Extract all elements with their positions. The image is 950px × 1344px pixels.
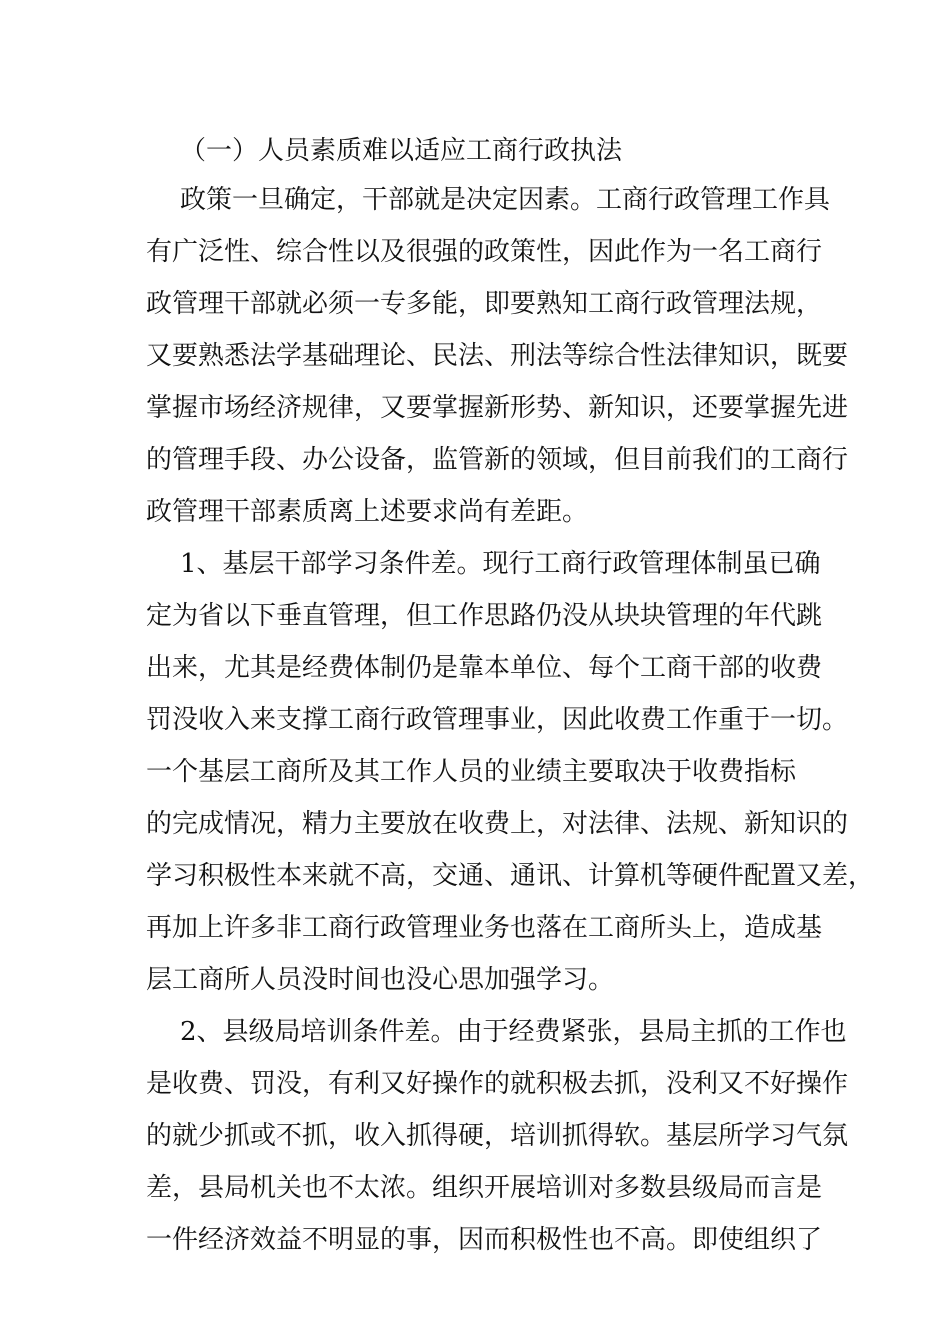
paragraph-line: 又要熟悉法学基础理论、民法、刑法等综合性法律知识，既要 xyxy=(146,341,849,371)
paragraph-line: 定为省以下垂直管理，但工作思路仍没从块块管理的年代跳 xyxy=(146,601,823,631)
paragraph-line: 学习积极性本来就不高，交通、通讯、计算机等硬件配置又差， xyxy=(146,861,875,891)
paragraph-line: 是收费、罚没，有利又好操作的就积极去抓，没利又不好操作 xyxy=(146,1069,849,1099)
paragraph-line: 2、县级局培训条件差。由于经费紧张，县局主抓的工作也 xyxy=(180,1017,847,1047)
paragraph-line: 1、基层干部学习条件差。现行工商行政管理体制虽已确 xyxy=(180,549,821,579)
paragraph-line: 一件经济效益不明显的事，因而积极性也不高。即使组织了 xyxy=(146,1225,823,1255)
paragraph-line: 再加上许多非工商行政管理业务也落在工商所头上，造成基 xyxy=(146,913,823,943)
paragraph-line: 的就少抓或不抓，收入抓得硬，培训抓得软。基层所学习气氛 xyxy=(146,1121,849,1151)
paragraph-line: 一个基层工商所及其工作人员的业绩主要取决于收费指标 xyxy=(146,757,797,787)
paragraph-line: 罚没收入来支撑工商行政管理事业，因此收费工作重于一切。 xyxy=(146,705,849,735)
paragraph-line: 的完成情况，精力主要放在收费上，对法律、法规、新知识的 xyxy=(146,809,849,839)
paragraph-line: 政管理干部就必须一专多能，即要熟知工商行政管理法规， xyxy=(146,289,823,319)
paragraph-line: 差，县局机关也不太浓。组织开展培训对多数县级局而言是 xyxy=(146,1173,823,1203)
paragraph-line: 的管理手段、办公设备，监管新的领域，但目前我们的工商行 xyxy=(146,445,849,475)
paragraph-line: 有广泛性、综合性以及很强的政策性，因此作为一名工商行 xyxy=(146,237,823,267)
paragraph-line: 出来，尤其是经费体制仍是靠本单位、每个工商干部的收费 xyxy=(146,653,823,683)
paragraph-line: 掌握市场经济规律，又要掌握新形势、新知识，还要掌握先进 xyxy=(146,393,849,423)
paragraph-line: 层工商所人员没时间也没心思加强学习。 xyxy=(146,965,615,995)
section-heading: （一）人员素质难以适应工商行政执法 xyxy=(180,136,623,166)
paragraph-line: 政管理干部素质离上述要求尚有差距。 xyxy=(146,497,589,527)
paragraph-line: 政策一旦确定，干部就是决定因素。工商行政管理工作具 xyxy=(180,185,831,215)
